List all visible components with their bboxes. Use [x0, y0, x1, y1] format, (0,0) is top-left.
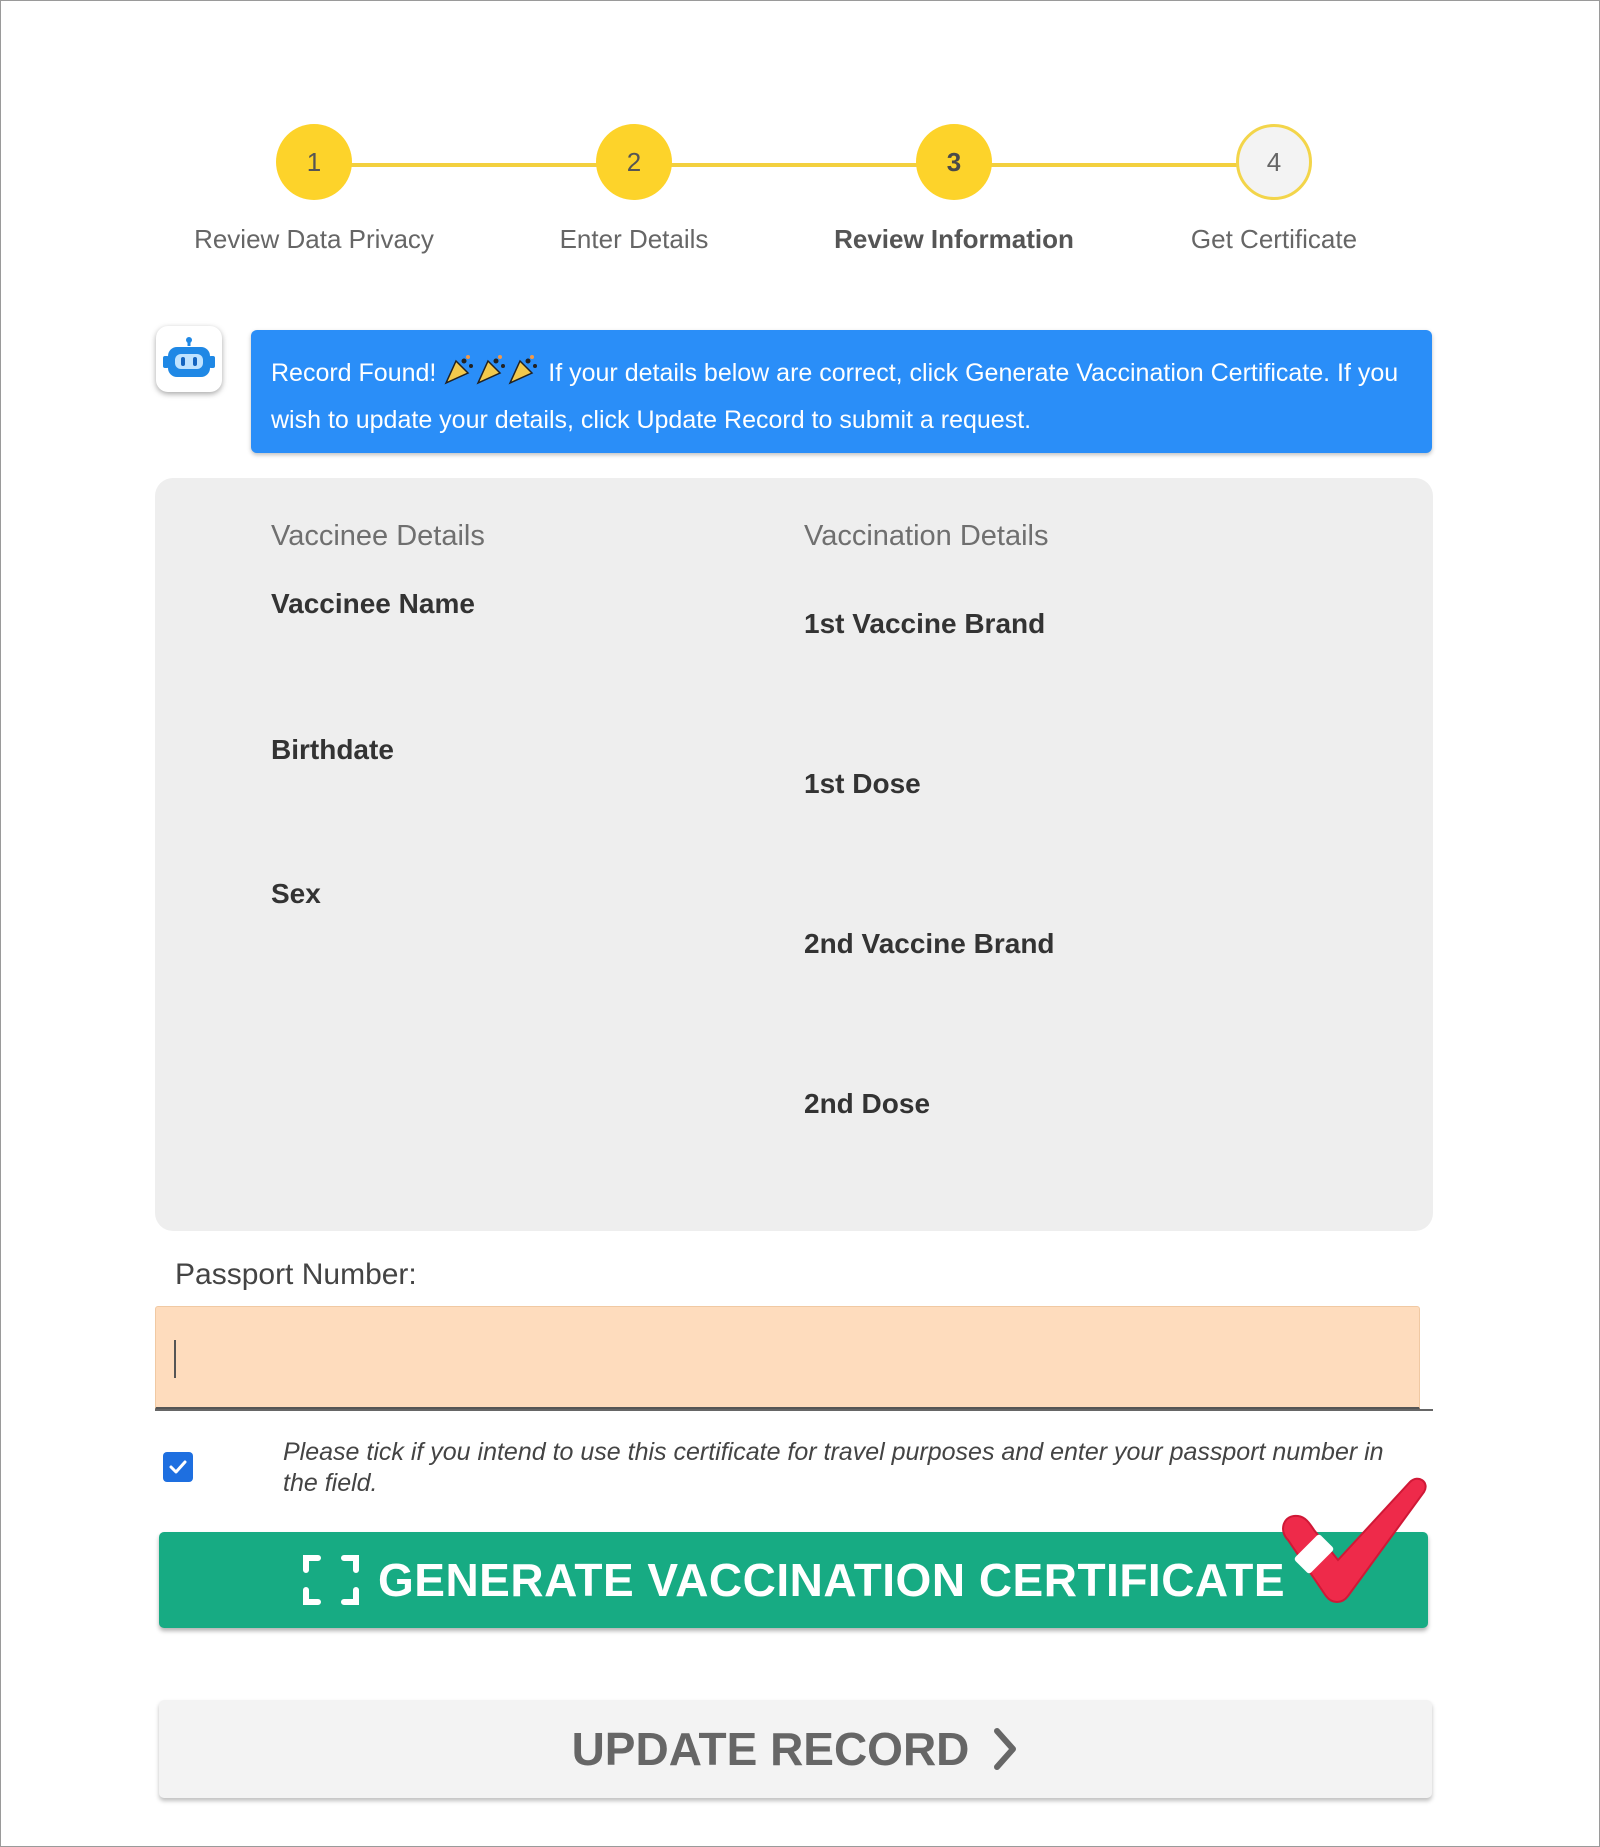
step-number: 4 — [1236, 124, 1312, 200]
vaccinee-details-title: Vaccinee Details — [271, 520, 485, 552]
passport-number-input[interactable] — [155, 1306, 1420, 1409]
step-review-data-privacy[interactable] — [154, 124, 474, 255]
second-vaccine-brand-label: 2nd Vaccine Brand — [804, 928, 1055, 959]
banner-lead: Record Found! — [271, 359, 437, 387]
vaccination-details-title: Vaccination Details — [804, 520, 1049, 552]
first-dose-label: 1st Dose — [804, 768, 921, 799]
first-vaccine-brand-label: 1st Vaccine Brand — [804, 608, 1046, 639]
record-found-banner — [251, 330, 1432, 453]
text-cursor — [174, 1340, 176, 1378]
step-label: Review Information — [834, 224, 1074, 254]
step-review-information[interactable] — [794, 124, 1114, 255]
passport-number-label: Passport Number: — [175, 1258, 417, 1291]
party-popper-icon — [444, 355, 540, 399]
robot-icon — [162, 337, 216, 381]
step-number: 1 — [276, 124, 352, 200]
birthdate-label: Birthdate — [271, 734, 394, 765]
passport-input-underline — [155, 1409, 1433, 1411]
step-number: 3 — [916, 124, 992, 200]
step-label: Review Data Privacy — [194, 224, 434, 254]
step-label: Get Certificate — [1190, 224, 1358, 254]
vaccinee-name-label: Vaccinee Name — [271, 588, 475, 619]
scan-frame-icon — [302, 1554, 360, 1606]
sex-label: Sex — [271, 878, 321, 909]
step-label: Enter Details — [559, 224, 709, 254]
chevron-right-icon — [991, 1727, 1019, 1771]
chatbot-avatar — [156, 326, 222, 392]
heart-checkmark-icon — [1270, 1468, 1430, 1613]
update-button-label: UPDATE RECORD — [571, 1723, 970, 1775]
travel-purpose-checkbox[interactable] — [163, 1452, 193, 1482]
generate-button-label: GENERATE VACCINATION CERTIFICATE — [377, 1554, 1286, 1606]
second-dose-label: 2nd Dose — [804, 1088, 931, 1119]
checkmark-icon — [167, 1456, 189, 1478]
step-enter-details[interactable] — [474, 124, 794, 255]
travel-purpose-note: Please tick if you intend to use this certificate for travel purposes and enter your passport number in the field. — [283, 1438, 1384, 1497]
details-card — [155, 478, 1433, 1231]
banner-message: If your details below are correct, click Generate Vaccination Certificate. If you wish to update your details, click Update Record to submit a request. — [271, 359, 1399, 434]
step-get-certificate[interactable] — [1114, 124, 1434, 255]
step-number: 2 — [596, 124, 672, 200]
update-record-button[interactable] — [159, 1700, 1432, 1798]
generate-certificate-button[interactable] — [159, 1532, 1428, 1628]
